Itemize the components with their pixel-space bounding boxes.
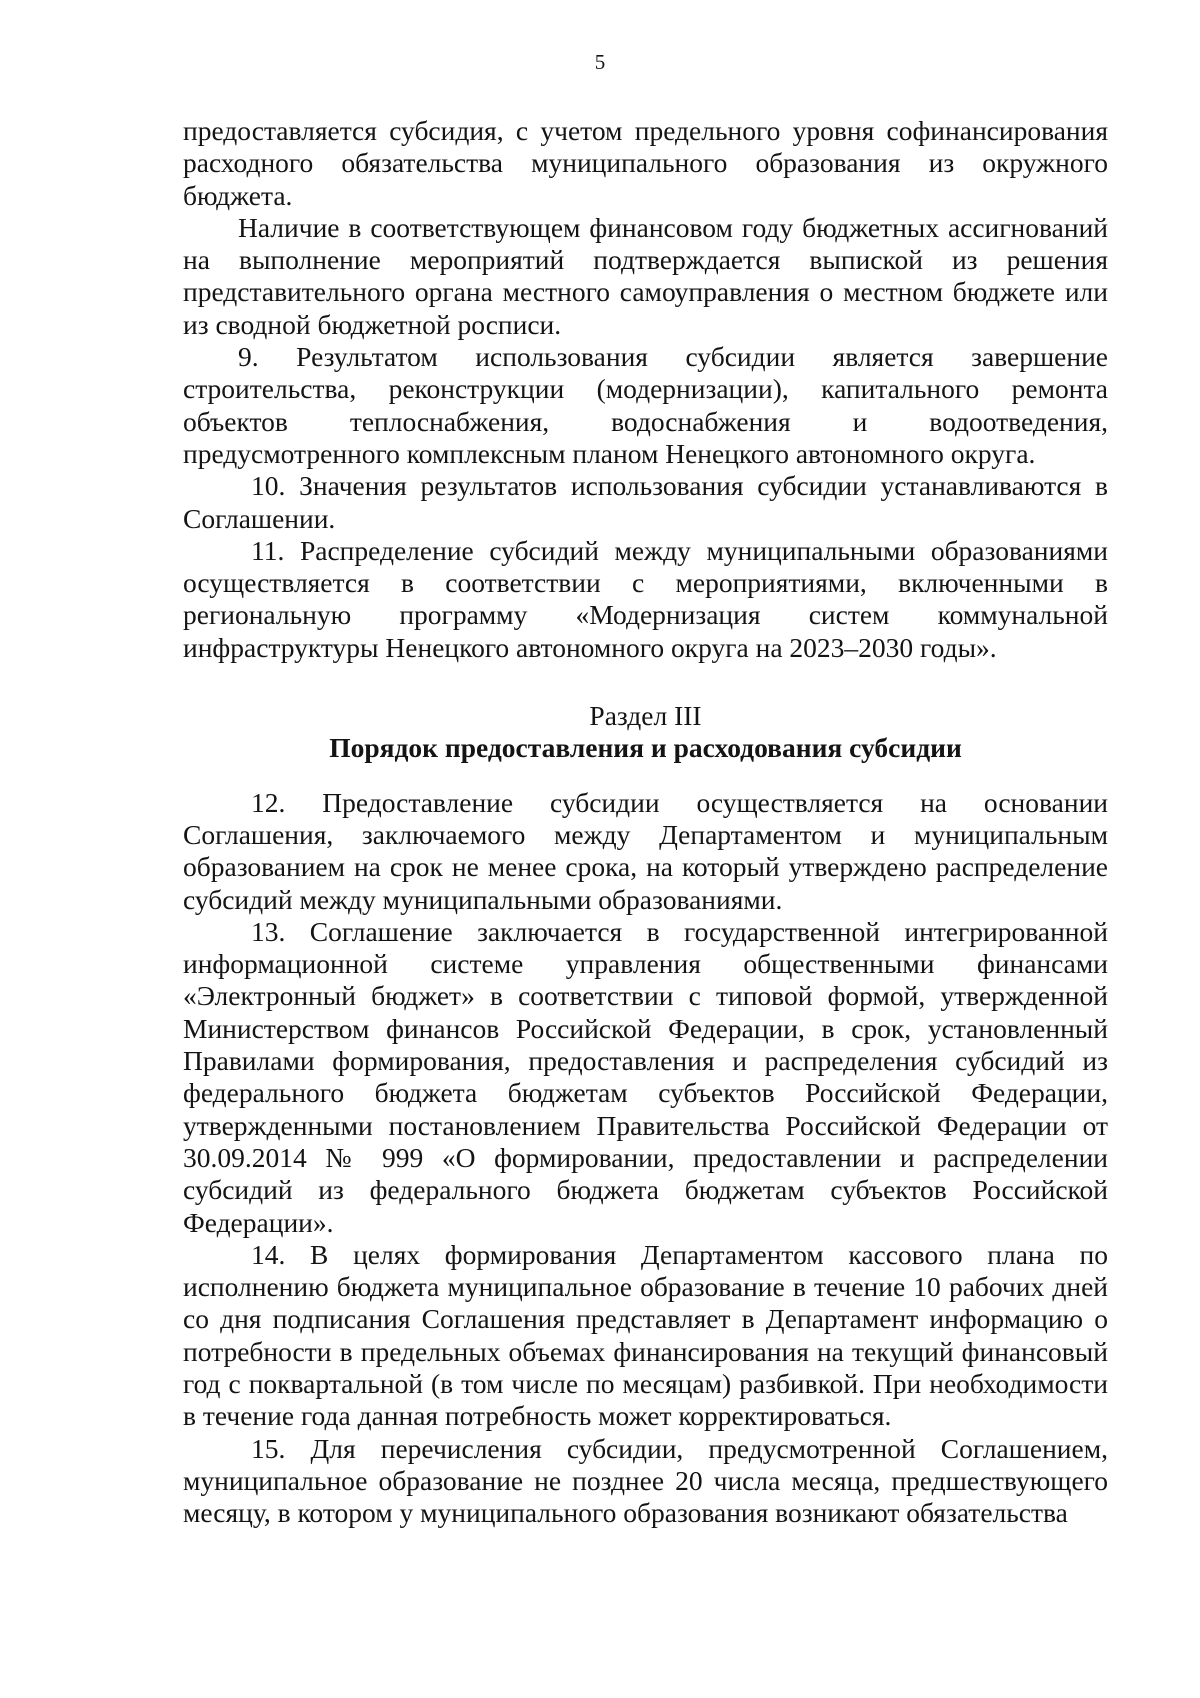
section-title: Порядок предоставления и расходования субсидии [329,732,962,764]
section-heading [183,700,1108,765]
paragraph-item-13: 13. Соглашение заключается в государственной интегрированной информационной системе управления общественными финансами «Электронный бюджет» в соответствии с типовой формой, утвержденной Министерством финансов Российской Федерации, в срок, установленный Правилами формирования, предоставления и распределения субсидий из федерального бюджета бюджетам субъектов Российской Федерации, утвержденными постановлением Правительства Российской Федерации от 30.09.2014 № 999 «О формировании, предоставлении и распределении субсидий из федерального бюджета бюджетам субъектов Российской Федерации». [183,915,1108,1238]
paragraph-item-14: 14. В целях формирования Департаментом кассового плана по исполнению бюджета муниципальное образование в течение 10 рабочих дней со дня подписания Соглашения представляет в Департамент информацию о потребности в предельных объемах финансирования на текущий финансовый год с поквартальной (в том числе по месяцам) разбивкой. При необходимости в течение года данная потребность может корректироваться. [183,1238,1108,1432]
paragraph-item-11: 11. Распределение субсидий между муниципальными образованиями осуществляется в соответствии с мероприятиями, включенными в региональную программу «Модернизация систем коммунальной инфраструктуры Ненецкого автономного округа на 2023–2030 годы». [183,534,1108,663]
paragraph-item-10: 10. Значения результатов использования субсидии устанавливаются в Соглашении. [183,470,1108,534]
document-body [183,115,1108,1529]
paragraph-item-9: 9. Результатом использования субсидии является завершение строительства, реконструкции (модернизации), капитального ремонта объектов теплоснабжения, водоснабжения и водоотведения, предусмотренного комплексным планом Ненецкого автономного округа. [183,341,1108,469]
page-number: 5 [594,50,606,74]
paragraph-budget-allocations: Наличие в соответствующем финансовом году бюджетных ассигнований на выполнение мероприятий подтверждается выпиской из решения представительного органа местного самоуправления о местном бюджете или из сводной бюджетной росписи. [183,211,1108,340]
paragraph-continuation: предоставляется субсидия, с учетом предельного уровня софинансирования расходного обязательства муниципального образования из окружного бюджета. [183,115,1108,211]
paragraph-item-12: 12. Предоставление субсидии осуществляется на основании Соглашения, заключаемого между Департаментом и муниципальным образованием на срок не менее срока, на который утверждено распределение субсидий между муниципальными образованиями. [183,786,1108,915]
paragraph-item-15: 15. Для перечисления субсидии, предусмотренной Соглашением, муниципальное образование не позднее 20 числа месяца, предшествующего месяцу, в котором у муниципального образования возникают обязательства [183,1432,1108,1529]
section-label: Раздел III [589,700,702,732]
